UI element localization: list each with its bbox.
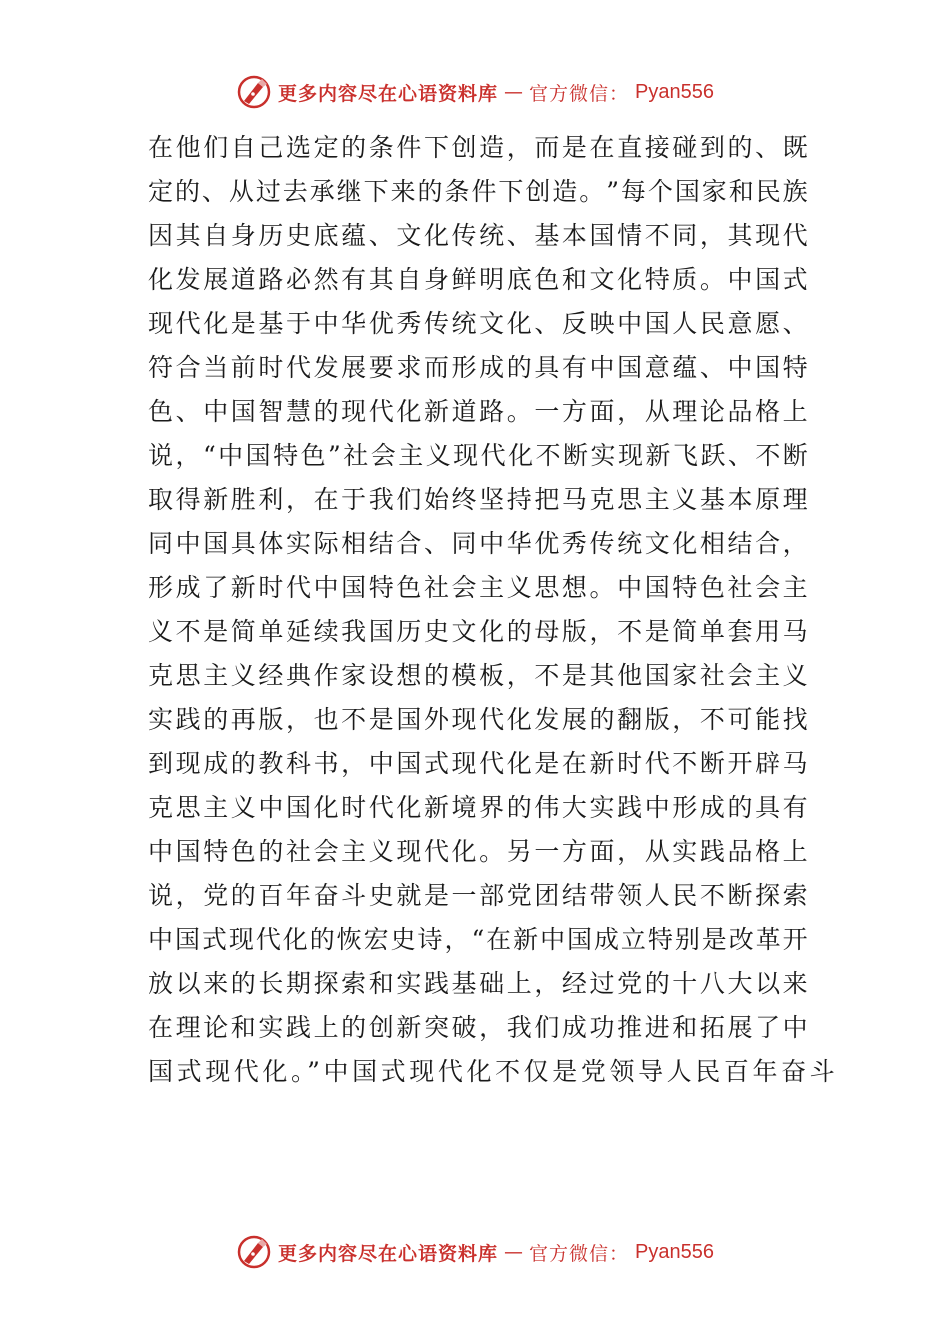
watermark-separator: — [504,1241,524,1263]
text-line: 说 ， 党 的 百 年 奋 斗 史 就 是 一 部 党 团 结 带 领 人 民 不 断 探 索 [148,881,808,910]
watermark-text: 更多内容尽在心语资料库 [278,82,499,105]
document-body [148,126,839,1094]
text-line: 国式现代化。”中国式现代化不仅是党领导人民百年奋斗 [148,1057,839,1086]
footer-watermark [0,1230,950,1274]
text-line: 说 ， “ 中 国 特 色 ” 社 会 主 义 现 代 化 不 断 实 现 新 飞 跃 、 不 断 [148,441,808,470]
watermark-separator: — [504,81,524,103]
text-line: 符 合 当 前 时 代 发 展 要 求 而 形 成 的 具 有 中 国 意 蕴 、 中 国 特 [148,353,808,382]
pen-nib-logo-icon [236,1234,272,1270]
watermark-text: 更多内容尽在心语资料库 [278,1242,499,1265]
text-line: 形 成 了 新 时 代 中 国 特 色 社 会 主 义 思 想 。 中 国 特 色 社 会 主 [148,573,808,602]
text-line: 在 他 们 自 己 选 定 的 条 件 下 创 造 ， 而 是 在 直 接 碰 到 的 、 既 [148,133,808,162]
text-line: 中 国 式 现 代 化 的 恢 宏 史 诗 ， “ 在 新 中 国 成 立 特 别 是 改 革 开 [148,925,808,954]
text-line: 中 国 特 色 的 社 会 主 义 现 代 化 。 另 一 方 面 ， 从 实 践 品 格 上 [148,837,808,866]
text-line: 到 现 成 的 教 科 书 ， 中 国 式 现 代 化 是 在 新 时 代 不 断 开 辟 马 [148,749,808,778]
pen-nib-logo-icon [236,74,272,110]
text-line: 克 思 主 义 中 国 化 时 代 化 新 境 界 的 伟 大 实 践 中 形 成 的 具 有 [148,793,808,822]
text-line: 取 得 新 胜 利 ， 在 于 我 们 始 终 坚 持 把 马 克 思 主 义 基 本 原 理 [148,485,808,514]
text-line: 实 践 的 再 版 ， 也 不 是 国 外 现 代 化 发 展 的 翻 版 ， 不 可 能 找 [148,705,808,734]
text-line: 化 发 展 道 路 必 然 有 其 自 身 鲜 明 底 色 和 文 化 特 质 。 中 国 式 [148,265,808,294]
text-line: 同 中 国 具 体 实 际 相 结 合 、 同 中 华 优 秀 传 统 文 化 相 结 合 ， [148,529,808,558]
text-line: 因 其 自 身 历 史 底 蕴 、 文 化 传 统 、 基 本 国 情 不 同 ， 其 现 代 [148,221,808,250]
text-line: 现 代 化 是 基 于 中 华 优 秀 传 统 文 化 、 反 映 中 国 人 民 意 愿 、 [148,309,808,338]
text-line: 定 的 、 从 过 去 承 继 下 来 的 条 件 下 创 造 。 ” 每 个 国 家 和 民 族 [148,177,808,206]
text-line: 义 不 是 简 单 延 续 我 国 历 史 文 化 的 母 版 ， 不 是 简 单 套 用 马 [148,617,808,646]
watermark-label: 官方微信： [529,82,630,105]
text-line: 在 理 论 和 实 践 上 的 创 新 突 破 ， 我 们 成 功 推 进 和 拓 展 了 中 [148,1013,808,1042]
header-watermark [0,70,950,114]
text-line: 放 以 来 的 长 期 探 索 和 实 践 基 础 上 ， 经 过 党 的 十 八 大 以 来 [148,969,808,998]
text-line: 色 、 中 国 智 慧 的 现 代 化 新 道 路 。 一 方 面 ， 从 理 论 品 格 上 [148,397,808,426]
watermark-wechat-id: Pyan556 [635,1240,714,1263]
watermark-wechat-id: Pyan556 [635,80,714,103]
text-line: 克 思 主 义 经 典 作 家 设 想 的 模 板 ， 不 是 其 他 国 家 社 会 主 义 [148,661,808,690]
watermark-label: 官方微信： [529,1242,630,1265]
